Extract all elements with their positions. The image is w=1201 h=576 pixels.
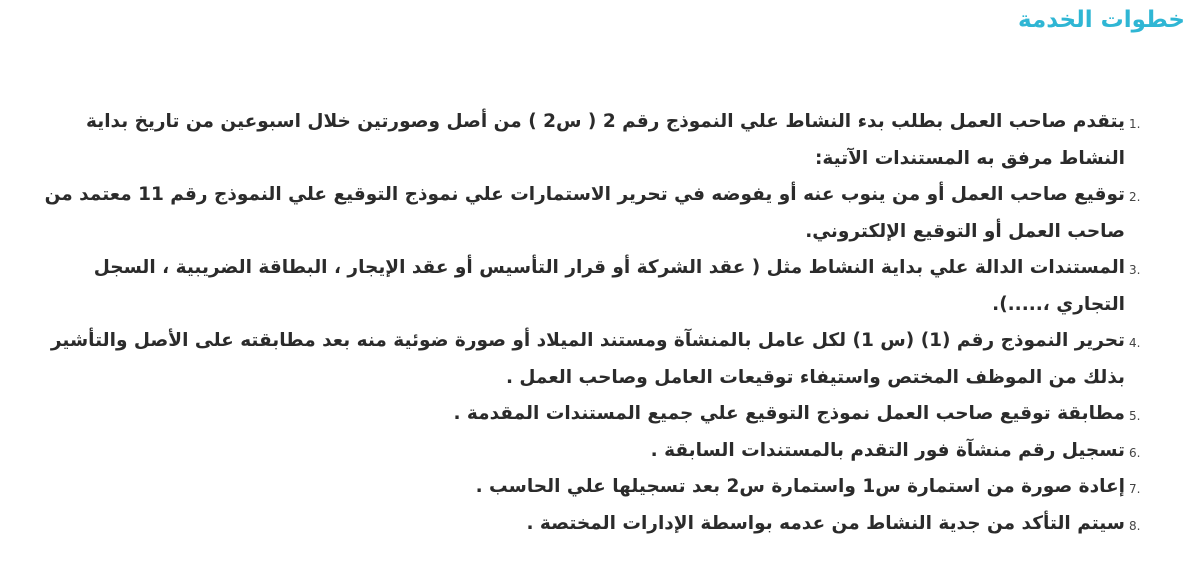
list-item [35,250,1141,323]
step-text: يتقدم صاحب العمل بطلب بدء النشاط علي النموذج رقم 2 ( س2 ) من أصل وصورتين خلال اسبوعين من تاريخ بداية النشاط مرفق به المستندات الآتية: [86,111,1125,169]
step-text: مطابقة توقيع صاحب العمل نموذج التوقيع علي جميع المستندات المقدمة . [453,403,1125,424]
step-number: 6. [1129,445,1141,460]
page-title: خطوات الخدمة [1018,7,1185,33]
step-number: 7. [1129,482,1141,496]
steps-list [35,104,1141,542]
list-item [35,506,1141,543]
step-text: تسجيل رقم منشآة فور التقدم بالمستندات السابقة . [650,439,1125,461]
list-item [35,323,1141,396]
step-text: تحرير النموذج رقم (1) (س 1) لكل عامل بالمنشآة ومستند الميلاد أو صورة ضوئية منه بعد مطابقته على الأصل والتأشير بذلك من الموظف المختص واستيفاء توقيعات العامل وصاحب العمل . [50,330,1125,388]
step-number: 4. [1129,336,1141,350]
list-item [35,469,1141,506]
list-item [35,104,1141,177]
list-item [35,433,1141,470]
step-number: 5. [1129,409,1141,423]
step-text: إعادة صورة من استمارة س1 واستمارة س2 بعد تسجيلها علي الحاسب . [475,476,1125,497]
list-item [35,396,1141,433]
step-text: المستندات الدالة علي بداية النشاط مثل ( عقد الشركة أو قرار التأسيس أو عقد الإيجار ، البطاقة الضريبية ، السجل التجاري ،.....). [93,257,1125,315]
list-item [35,177,1141,250]
step-text: سيتم التأكد من جدية النشاط من عدمه بواسطة الإدارات المختصة . [526,512,1125,534]
step-number: 8. [1129,518,1141,533]
step-number: 2. [1129,190,1141,204]
step-number: 1. [1129,117,1141,131]
step-number: 3. [1129,263,1141,277]
step-text: توقيع صاحب العمل أو من ينوب عنه أو يفوضه في تحرير الاستمارات علي نموذج التوقيع علي النموذج رقم 11 معتمد من صاحب العمل أو التوقيع الإلكتروني. [44,184,1125,242]
